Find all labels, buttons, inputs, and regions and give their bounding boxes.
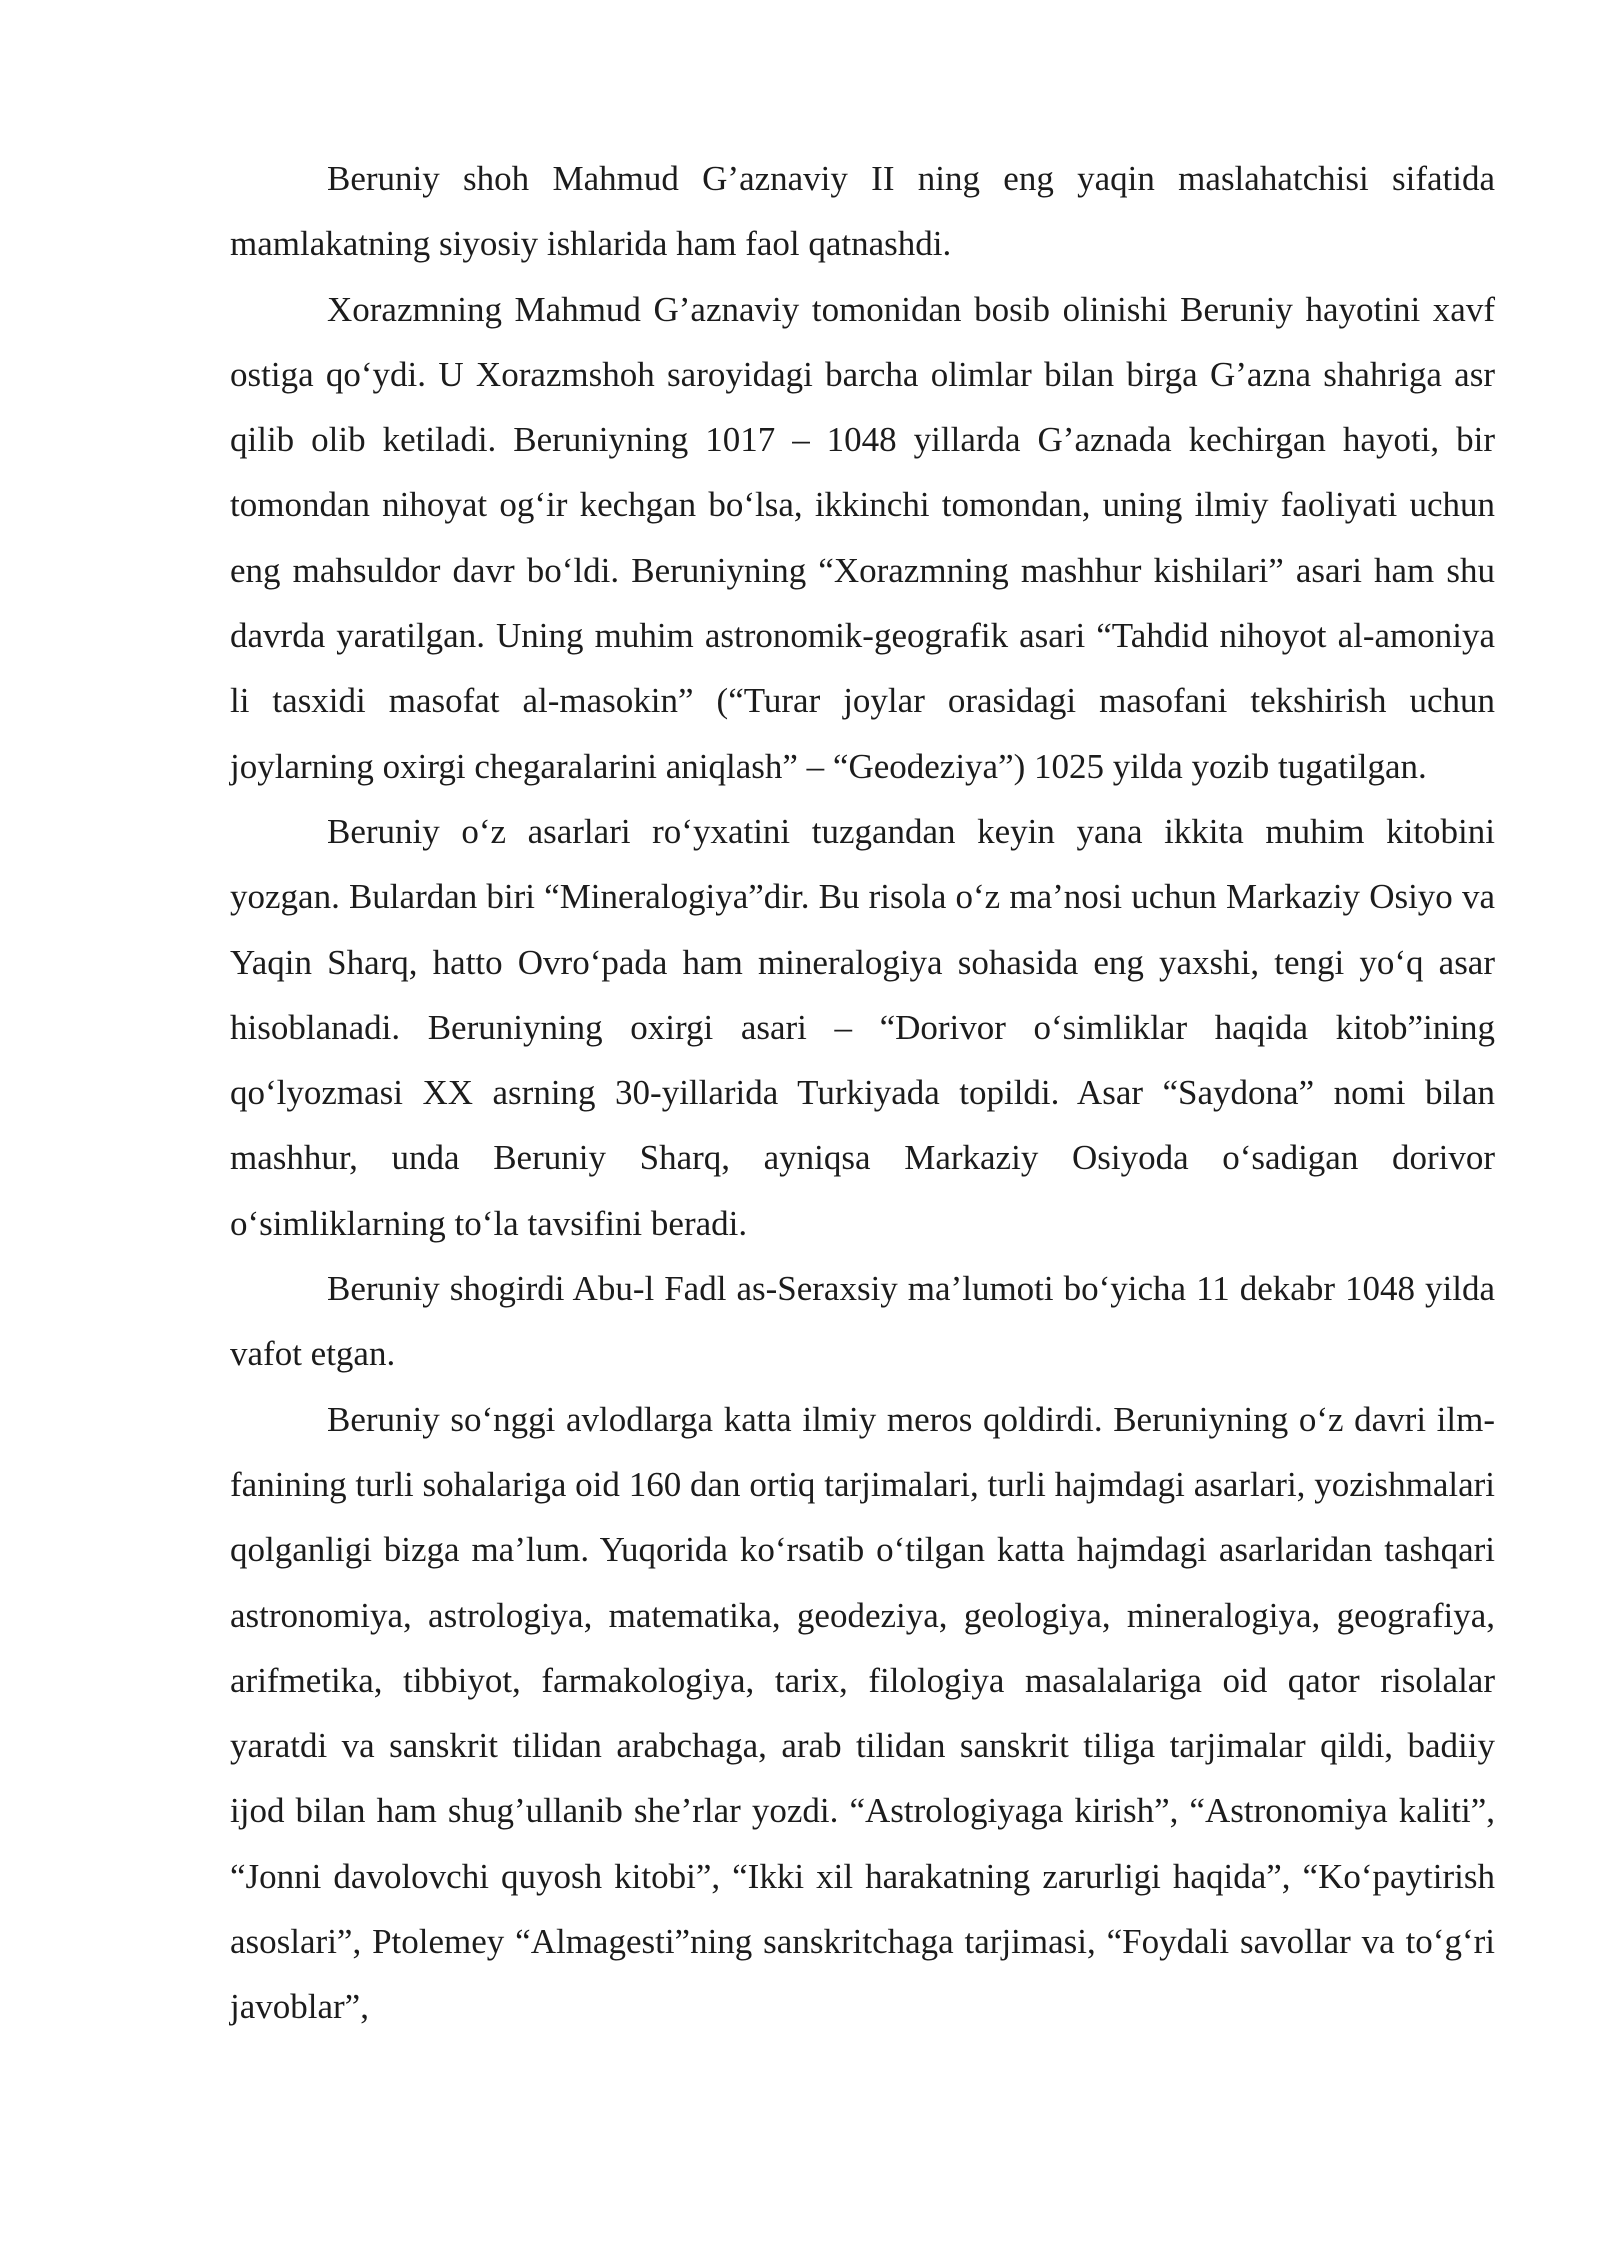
- paragraph-legacy: Beruniy so‘nggi avlodlarga katta ilmiy meros qoldirdi. Beruniyning o‘z davri ilm-fanining turli sohalariga oid 160 dan ortiq tarjimalari, turli hajmdagi asarlari, yozishmalari qolganligi bizga ma’lum. Yuqorida ko‘rsatib o‘tilgan katta hajmdagi asarlaridan tashqari astronomiya, astrologiya, matematika, geodeziya, geologiya, mineralogiya, geografiya, arifmetika, tibbiyot, farmakologiya, tarix, filologiya masalalariga oid qator risolalar yaratdi va sanskrit tilidan arabchaga, arab tilidan sanskrit tiliga tarjimalar qildi, badiiy ijod bilan ham shug’ullanib she’rlar yozdi. “Astrologiyaga kirish”, “Astronomiya kaliti”, “Jonni davolovchi quyosh kitobi”, “Ikki xil harakatning zarurligi haqida”, “Ko‘paytirish asoslari”, Ptolemey “Almagesti”ning sanskritchaga tarjimasi, “Foydali savollar va to‘g‘ri javoblar”,: [230, 1399, 1495, 2027]
- paragraph-death: Beruniy shogirdi Abu-l Fadl as-Seraxsiy ma’lumoti bo‘yicha 11 dekabr 1048 yilda vafot etgan.: [230, 1269, 1495, 1374]
- paragraph-later-works: Beruniy o‘z asarlari ro‘yxatini tuzgandan keyin yana ikkita muhim kitobini yozgan. Bulardan biri “Mineralogiya”dir. Bu risola o‘z ma’nosi uchun Markaziy Osiyo va Yaqin Sharq, hatto Ovro‘pada ham mineralogiya sohasida eng yaxshi, tengi yo‘q asar hisoblanadi. Beruniyning oxirgi asari – “Dorivor o‘simliklar haqida kitob”ining qo‘lyozmasi XX asrning 30-yillarida Turkiyada topildi. Asar “Saydona” nomi bilan mashhur, unda Beruniy Sharq, ayniqsa Markaziy Osiyoda o‘sadigan dorivor o‘simliklarning to‘la tavsifini beradi.: [230, 811, 1495, 1243]
- document-page: [230, 146, 1495, 2040]
- paragraph-ghazni-period: Xorazmning Mahmud G’aznaviy tomonidan bosib olinishi Beruniy hayotini xavf ostiga qo‘ydi. U Xorazmshoh saroyidagi barcha olimlar bilan birga G’azna shahriga asr qilib olib ketiladi. Beruniyning 1017 – 1048 yillarda G’aznada kechirgan hayoti, bir tomondan nihoyat og‘ir kechgan bo‘lsa, ikkinchi tomondan, uning ilmiy faoliyati uchun eng mahsuldor davr bo‘ldi. Beruniyning “Xorazmning mashhur kishilari” asari ham shu davrda yaratilgan. Uning muhim astronomik-geografik asari “Tahdid nihoyot al-amoniya li tasxidi masofat al-masokin” (“Turar joylar orasidagi masofani tekshirish uchun joylarning oxirgi chegaralarini aniqlash” – “Geodeziya”) 1025 yilda yozib tugatilgan.: [230, 289, 1495, 786]
- paragraph-beruniy-advisor: Beruniy shoh Mahmud G’aznaviy II ning eng yaqin maslahatchisi sifatida mamlakatning siyosiy ishlarida ham faol qatnashdi.: [230, 159, 1495, 264]
